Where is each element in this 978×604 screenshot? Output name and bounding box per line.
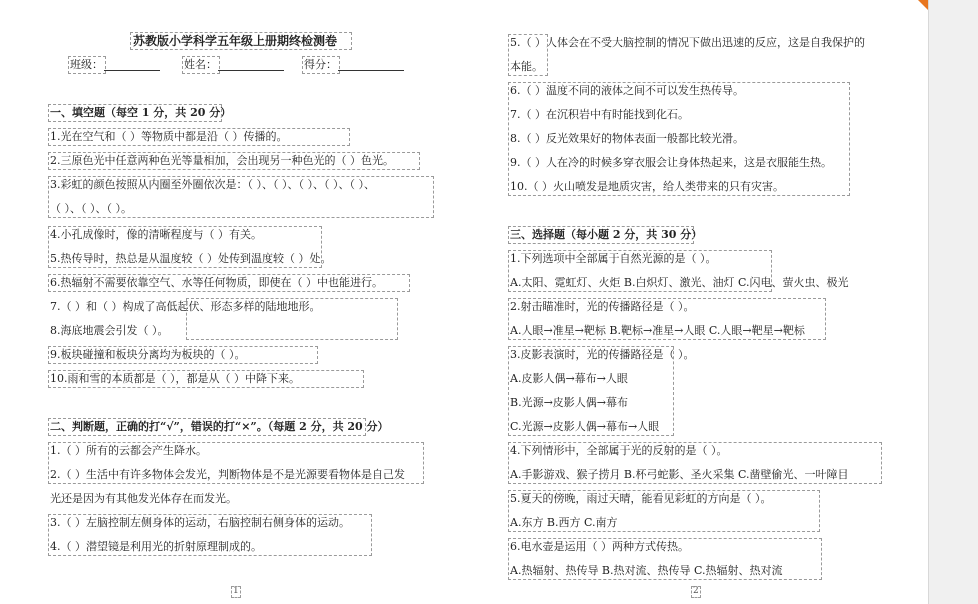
fill-question: 5.热传导时，热总是从温度较（ ）处传到温度较（ ）处。 — [50, 252, 332, 265]
score-field[interactable] — [338, 70, 404, 71]
judge-question: 光还是因为有其他发光体存在而发光。 — [50, 492, 237, 505]
judge-question: 3.（ ）左脑控制左侧身体的运动，右脑控制右侧身体的运动。 — [50, 516, 350, 529]
judge-question: 本能。 — [510, 60, 543, 73]
section-choice-heading: 三、选择题（每小题 2 分，共 30 分） — [510, 228, 703, 241]
judge-question: 10.（ ）火山喷发是地质灾害，给人类带来的只有灾害。 — [510, 180, 784, 193]
choice-option: B.光源→皮影人偶→幕布 — [510, 396, 629, 409]
choice-option: A.东方 B.西方 C.南方 — [510, 516, 618, 529]
judge-question: 7.（ ）在沉积岩中有时能找到化石。 — [510, 108, 689, 121]
judge-question: 5.（ ）人体会在不受大脑控制的情况下做出迅速的反应，这是自我保护的 — [510, 36, 865, 49]
fill-question: （ ）、（ ）、（ ）。 — [50, 202, 132, 215]
score-label: 得分： — [304, 58, 337, 71]
judge-question: 9.（ ）人在冷的时候多穿衣服会让身体热起来，这是衣服能生热。 — [510, 156, 832, 169]
judge-question: 6.（ ）温度不同的液体之间不可以发生热传导。 — [510, 84, 744, 97]
exam-title: 苏教版小学科学五年级上册期终检测卷 — [133, 34, 338, 48]
choice-question: 4.下列情形中，全部属于光的反射的是（ ）。 — [510, 444, 728, 457]
choice-question: 1.下列选项中全部属于自然光源的是（ ）。 — [510, 252, 717, 265]
class-label: 班级： — [70, 58, 103, 71]
judge-question: 1.（ ）所有的云都会产生降水。 — [50, 444, 207, 457]
choice-option: A.皮影人偶→幕布→人眼 — [510, 372, 628, 385]
fill-question: 4.小孔成像时，像的清晰程度与（ ）有关。 — [50, 228, 262, 241]
class-field[interactable] — [104, 70, 160, 71]
choice-option: A.太阳、霓虹灯、火炬 B.白炽灯、激光、油灯 C.闪电、萤火虫、极光 — [510, 276, 849, 289]
choice-option: A.热辐射、热传导 B.热对流、热传导 C.热辐射、热对流 — [510, 564, 783, 577]
fill-question: 8.海底地震会引发（ ）。 — [50, 324, 169, 337]
choice-option: C.光源→皮影人偶→幕布→人眼 — [510, 420, 660, 433]
choice-question: 5.夏天的傍晚，雨过天晴，能看见彩虹的方向是（ ）。 — [510, 492, 772, 505]
fill-question: 2.三原色光中任意两种色光等量相加，会出现另一种色光的（ ）色光。 — [50, 154, 394, 167]
judge-question: 8.（ ）反光效果好的物体表面一般都比较光滑。 — [510, 132, 744, 145]
name-field[interactable] — [218, 70, 284, 71]
choice-question: 3.皮影表演时，光的传播路径是（ ）。 — [510, 348, 695, 361]
section-judge-heading: 二、判断题，正确的打“√”，错误的打“×”。（每题 2 分，共 20 分） — [50, 420, 389, 433]
section-fill-heading: 一、填空题（每空 1 分，共 20 分） — [50, 106, 232, 119]
fill-question: 10.雨和雪的本质都是（ ），都是从（ ）中降下来。 — [50, 372, 300, 385]
choice-question: 2.射击瞄准时，光的传播路径是（ ）。 — [510, 300, 695, 313]
judge-question: 2.（ ）生活中有许多物体会发光，判断物体是不是光源要看物体是自己发 — [50, 468, 405, 481]
viewer-margin — [928, 0, 978, 604]
fill-question: 6.热辐射不需要依靠空气、水等任何物质，即使在（ ）中也能进行。 — [50, 276, 383, 289]
choice-question: 6.电水壶是运用（ ）两种方式传热。 — [510, 540, 689, 553]
fill-question: 1.光在空气和（ ）等物质中都是沿（ ）传播的。 — [50, 130, 288, 143]
fill-question: 9.板块碰撞和板块分离均为板块的（ ）。 — [50, 348, 246, 361]
fill-question: 3.彩虹的颜色按照从内圈至外圈依次是：（ ）、（ ）、（ ）、（ ）、（ ）、 — [50, 178, 375, 191]
choice-option: A.人眼→准星→靶标 B.靶标→准星→人眼 C.人眼→靶星→靶标 — [510, 324, 805, 337]
name-label: 姓名： — [184, 58, 217, 71]
page-number: 1 — [233, 586, 239, 596]
judge-question: 4.（ ）潜望镜是利用光的折射原理制成的。 — [50, 540, 262, 553]
fill-question: 7.（ ）和（ ）构成了高低起伏、形态多样的陆地地形。 — [50, 300, 321, 313]
page-corner-marker — [918, 0, 928, 14]
choice-option: A.手影游戏、猴子捞月 B.杯弓蛇影、圣火采集 C.凿壁偷光、一叶障目 — [510, 468, 849, 481]
page-number: 2 — [693, 586, 699, 596]
